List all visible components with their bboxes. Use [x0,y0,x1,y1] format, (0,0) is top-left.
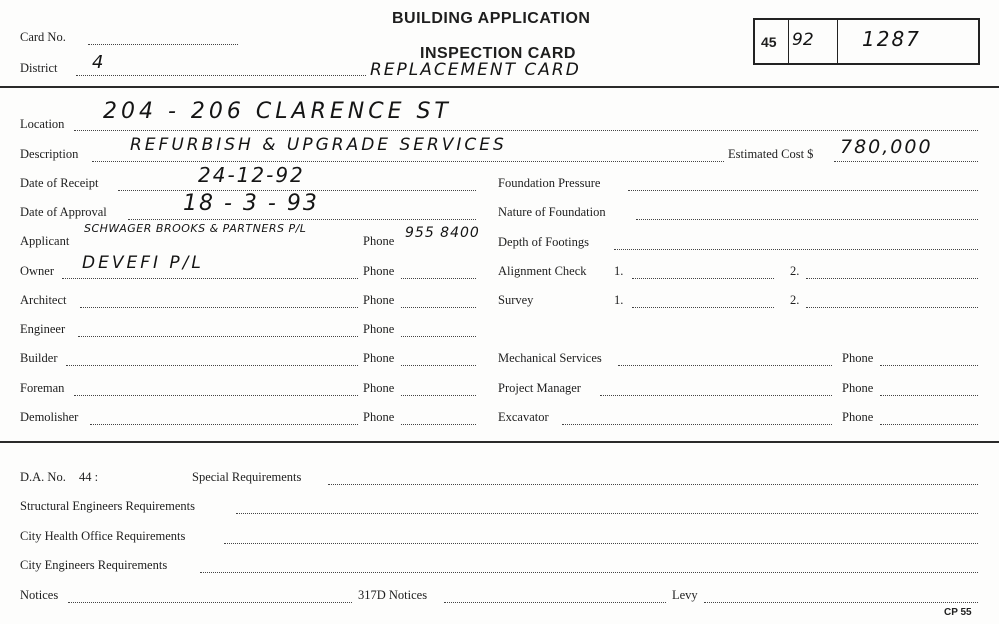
notices-field[interactable] [68,602,352,603]
structural-requirements-label: Structural Engineers Requirements [20,499,195,513]
project-manager-label: Project Manager [498,381,581,395]
replacement-note: REPLACEMENT CARD [370,60,581,80]
owner-field[interactable] [62,278,358,279]
owner-phone-field[interactable] [401,278,476,279]
engineer-label: Engineer [20,322,66,336]
architect-phone-field[interactable] [401,307,476,308]
estimated-cost-value: 780,000 [840,136,933,158]
district-field[interactable] [76,75,366,76]
form-title: BUILDING APPLICATION [392,10,591,27]
nature-foundation-label: Nature of Foundation [498,205,606,219]
alignment-check-field-1[interactable] [632,278,774,279]
levy-label: Levy [672,588,698,602]
date-approval-value: 18 - 3 - 93 [183,191,319,216]
survey-num1: 1. [614,293,624,307]
demolisher-field[interactable] [90,424,358,425]
estimated-cost-field[interactable] [834,161,978,162]
demolisher-label: Demolisher [20,410,79,424]
mechanical-phone-label: Phone [842,351,874,365]
location-value: 204 - 206 CLARENCE ST [103,99,452,124]
description-field[interactable] [92,161,724,162]
builder-field[interactable] [66,365,358,366]
builder-phone-field[interactable] [401,365,476,366]
alignment-check-field-2[interactable] [806,278,978,279]
special-requirements-label: Special Requirements [192,470,302,484]
owner-phone-label: Phone [363,264,395,278]
excavator-field[interactable] [562,424,832,425]
mechanical-phone-field[interactable] [880,365,978,366]
survey-label: Survey [498,293,534,307]
builder-label: Builder [20,351,58,365]
demolisher-phone-field[interactable] [401,424,476,425]
estimated-cost-label: Estimated Cost $ [728,147,814,161]
architect-label: Architect [20,293,67,307]
applicant-phone-label: Phone [363,234,395,248]
survey-field-2[interactable] [806,307,978,308]
description-label: Description [20,147,79,161]
excavator-phone-label: Phone [842,410,874,424]
district-value: 4 [92,52,106,73]
engineer-field[interactable] [78,336,358,337]
alignment-check-label: Alignment Check [498,264,587,278]
date-approval-field[interactable] [128,219,476,220]
depth-footings-label: Depth of Footings [498,235,589,249]
city-engineers-field[interactable] [200,572,978,573]
owner-value: DEVEFI P/L [82,253,204,273]
city-health-label: City Health Office Requirements [20,529,186,543]
depth-footings-field[interactable] [614,249,978,250]
nature-foundation-field[interactable] [636,219,978,220]
alignment-check-num1: 1. [614,264,624,278]
ref-divider-2 [837,20,838,63]
excavator-label: Excavator [498,410,549,424]
card-no-label: Card No. [20,30,66,44]
mechanical-services-field[interactable] [618,365,832,366]
excavator-phone-field[interactable] [880,424,978,425]
ref-part3: 1287 [862,27,921,51]
engineer-phone-label: Phone [363,322,395,336]
architect-phone-label: Phone [363,293,395,307]
date-approval-label: Date of Approval [20,205,107,219]
builder-phone-label: Phone [363,351,395,365]
foreman-field[interactable] [74,395,358,396]
mechanical-services-label: Mechanical Services [498,351,602,365]
description-value: REFURBISH & UPGRADE SERVICES [130,135,507,155]
foreman-phone-label: Phone [363,381,395,395]
notices-317d-field[interactable] [444,602,666,603]
card-no-field[interactable] [88,44,238,45]
notices-label: Notices [20,588,59,602]
foundation-pressure-field[interactable] [628,190,978,191]
structural-requirements-field[interactable] [236,513,978,514]
foreman-label: Foreman [20,381,65,395]
foundation-pressure-label: Foundation Pressure [498,176,601,190]
architect-field[interactable] [80,307,358,308]
city-engineers-label: City Engineers Requirements [20,558,168,572]
city-health-field[interactable] [224,543,978,544]
ref-divider-1 [788,20,789,63]
location-label: Location [20,117,65,131]
ref-part1: 45 [761,34,777,50]
ref-part2: 92 [792,30,814,50]
da-no-value: 44 : [79,470,99,484]
form-code: CP 55 [944,607,972,618]
foreman-phone-field[interactable] [401,395,476,396]
demolisher-phone-label: Phone [363,410,395,424]
levy-field[interactable] [704,602,978,603]
applicant-value: SCHWAGER BROOKS & PARTNERS P/L [84,222,307,235]
special-requirements-field[interactable] [328,484,978,485]
district-label: District [20,61,58,75]
location-field[interactable] [74,130,978,131]
engineer-phone-field[interactable] [401,336,476,337]
date-receipt-label: Date of Receipt [20,176,99,190]
survey-field-1[interactable] [632,307,774,308]
header-divider [0,86,999,88]
alignment-check-num2: 2. [790,264,800,278]
notices-317d-label: 317D Notices [358,588,428,602]
survey-num2: 2. [790,293,800,307]
applicant-phone-value: 955 8400 [405,225,480,241]
applicant-label: Applicant [20,234,70,248]
project-manager-phone-label: Phone [842,381,874,395]
owner-label: Owner [20,264,55,278]
date-receipt-value: 24-12-92 [198,163,305,187]
section-divider [0,441,999,443]
project-manager-field[interactable] [600,395,832,396]
project-manager-phone-field[interactable] [880,395,978,396]
da-no-label: D.A. No. [20,470,66,484]
form-subtitle: INSPECTION CARD [420,45,576,62]
